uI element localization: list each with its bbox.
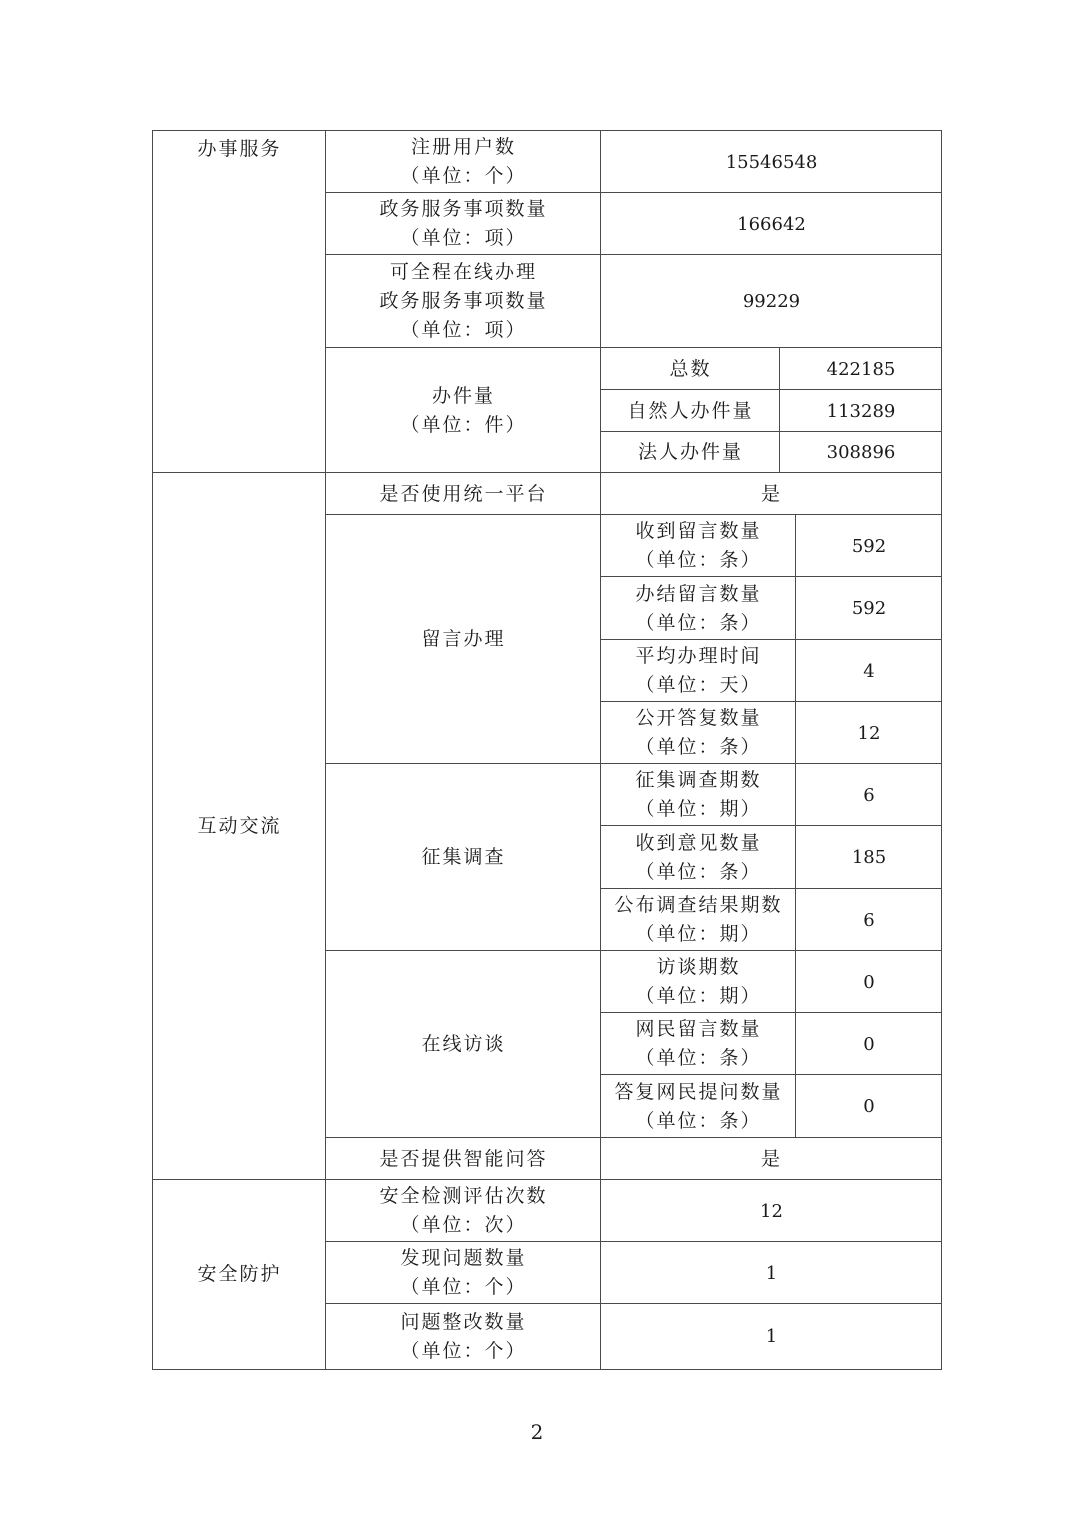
issues-found-label: 发现问题数量 （单位：个）	[400, 1247, 527, 1298]
issues-found-value: 1	[765, 1262, 778, 1284]
survey-opinions-value: 185	[851, 847, 887, 868]
table-border-top	[152, 130, 942, 131]
table-row-divider	[325, 514, 942, 515]
unified-platform-value: 是	[760, 482, 782, 505]
table-row-divider	[600, 825, 942, 826]
online-items-label: 可全程在线办理 政务服务事项数量 （单位：项）	[379, 261, 548, 341]
category-office	[153, 131, 326, 473]
table-border-right	[941, 130, 942, 1370]
category-security: 安全防护	[197, 1263, 282, 1285]
unified-platform-label: 是否使用统一平台	[379, 482, 548, 505]
table-row-divider	[600, 639, 942, 640]
cases-natural-person-value: 113289	[826, 400, 896, 422]
table-row-divider	[325, 763, 942, 764]
table-row-divider	[600, 389, 942, 390]
interview-netizen-messages-label: 网民留言数量 （单位：条）	[635, 1018, 762, 1069]
table-row-divider	[600, 431, 942, 432]
survey-opinions-label: 收到意见数量 （单位：条）	[635, 831, 762, 883]
survey-label: 征集调查	[421, 846, 506, 868]
table-row-divider	[325, 192, 942, 193]
table-column-divider	[600, 130, 601, 1370]
interview-netizen-messages-value: 0	[863, 1033, 875, 1055]
page-number: 2	[530, 1420, 544, 1444]
interview-replies-label: 答复网民提问数量 （单位：条）	[614, 1080, 783, 1132]
messages-label: 留言办理	[421, 628, 506, 650]
messages-avg-time-label: 平均办理时间 （单位：天）	[635, 645, 762, 696]
category-office-label: 办事服务	[197, 138, 282, 160]
smart-qa-value: 是	[760, 1147, 782, 1170]
table-column-divider	[325, 130, 326, 1370]
interview-periods-label: 访谈期数 （单位：期）	[635, 956, 762, 1007]
messages-received-label: 收到留言数量 （单位：条）	[635, 520, 762, 571]
issues-fixed-label: 问题整改数量 （单位：个）	[400, 1310, 527, 1362]
registered-users-label: 注册用户数 （单位：个）	[400, 136, 527, 187]
table-row-divider	[325, 1303, 942, 1304]
table-column-divider	[795, 515, 796, 1138]
registered-users-value: 15546548	[725, 151, 818, 173]
table-border-left	[152, 130, 153, 1370]
security-checks-value: 12	[760, 1200, 783, 1222]
survey-periods-label: 征集调查期数 （单位：期）	[635, 769, 762, 820]
cases-legal-person-value: 308896	[826, 442, 896, 463]
interview-periods-value: 0	[863, 971, 875, 993]
smart-qa-label: 是否提供智能问答	[379, 1147, 548, 1170]
table-row-divider	[600, 701, 942, 702]
table-row-divider	[152, 472, 942, 473]
survey-results-value: 6	[863, 909, 875, 931]
table-row-divider	[600, 576, 942, 577]
table-row-divider	[152, 1179, 942, 1180]
category-interaction: 互动交流	[197, 815, 282, 837]
table-row-divider	[325, 950, 942, 951]
survey-periods-value: 6	[863, 784, 875, 806]
table-border-bottom	[152, 1369, 942, 1370]
service-items-label: 政务服务事项数量 （单位：项）	[379, 198, 548, 249]
table-row-divider	[325, 1137, 942, 1138]
online-items-value: 99229	[742, 291, 801, 312]
table-row-divider	[325, 254, 942, 255]
interview-replies-value: 0	[863, 1096, 875, 1117]
messages-avg-time-value: 4	[863, 660, 875, 682]
table-row-divider	[600, 1012, 942, 1013]
messages-received-value: 592	[851, 535, 887, 557]
table-row-divider	[600, 888, 942, 889]
table-column-divider	[779, 348, 780, 473]
table-row-divider	[600, 1074, 942, 1075]
service-items-value: 166642	[737, 213, 806, 235]
messages-public-reply-value: 12	[857, 722, 881, 744]
cases-total-label: 总数	[669, 357, 712, 380]
table-row-divider	[325, 1241, 942, 1242]
cases-label: 办件量 （单位：件）	[400, 384, 527, 436]
security-checks-label: 安全检测评估次数 （单位：次）	[379, 1185, 548, 1236]
messages-closed-label: 办结留言数量 （单位：条）	[635, 582, 762, 634]
messages-public-reply-label: 公开答复数量 （单位：条）	[635, 707, 762, 758]
issues-fixed-value: 1	[765, 1326, 778, 1347]
cases-natural-person-label: 自然人办件量	[627, 399, 754, 422]
cases-total-value: 422185	[826, 358, 896, 380]
cases-legal-person-label: 法人办件量	[637, 441, 743, 463]
table-row-divider	[325, 347, 942, 348]
survey-results-label: 公布调查结果期数 （单位：期）	[614, 894, 783, 945]
messages-closed-value: 592	[851, 598, 887, 619]
interview-label: 在线访谈	[421, 1033, 506, 1055]
